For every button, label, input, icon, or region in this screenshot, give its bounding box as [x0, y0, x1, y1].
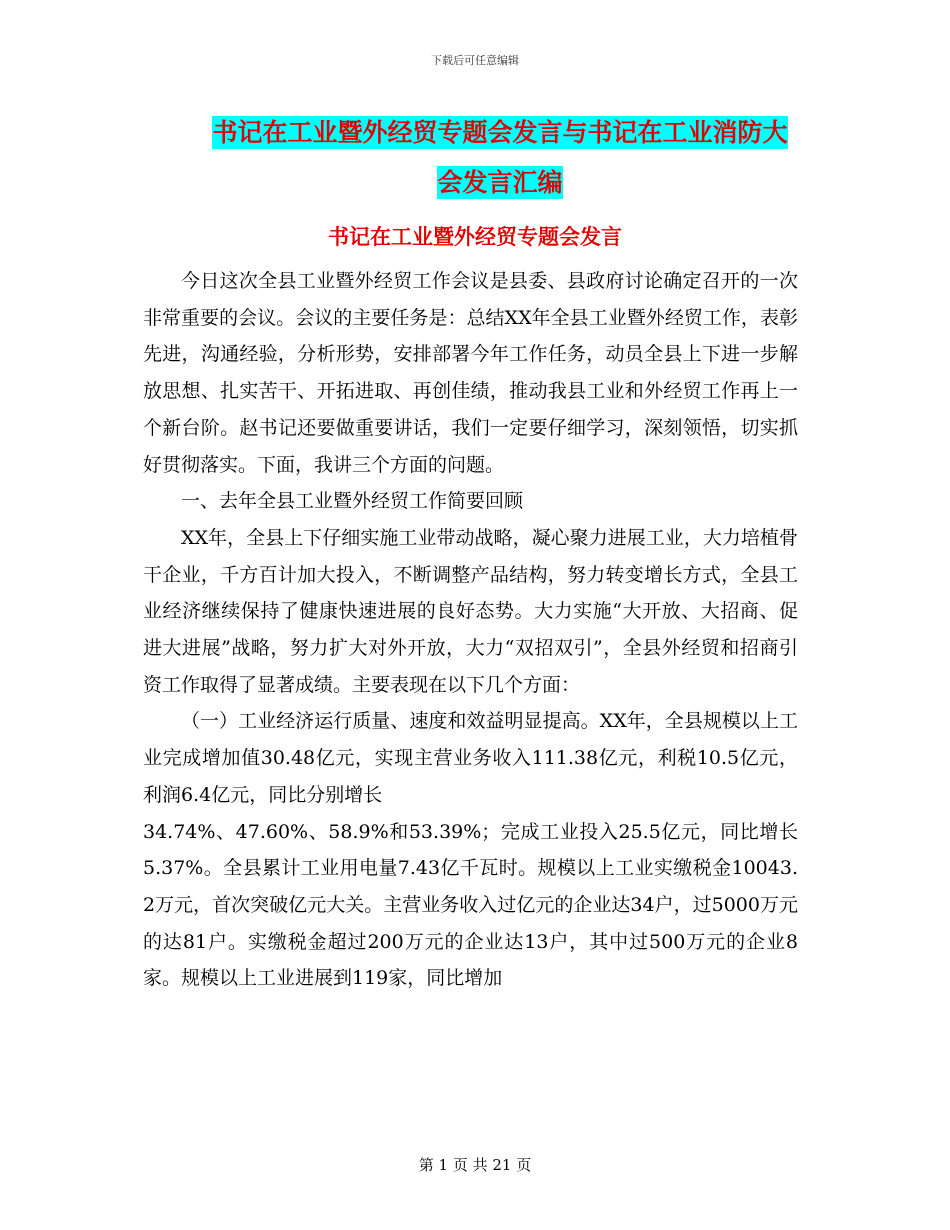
paragraph: XX年，全县上下仔细实施工业带动战略，凝心聚力进展工业，大力培植骨干企业，千方百计加大投入，不断调整产品结构，努力转变增长方式，全县工业经济继续保持了健康快速进展的良好态势。大力实施“大开放、大招商、促进大进展”战略，努力扩大对外开放，大力“双招双引”，全县外经贸和招商引资工作取得了显著成绩。主要表现在以下几个方面： [143, 526, 798, 696]
document-title [140, 108, 860, 208]
paragraph-continued: 34.74%、47.60%、58.9%和53.39%；完成工业投入25.5亿元，同比增长5.37%。全县累计工业用电量7.43亿千瓦时。规模以上工业实缴税金10043.2万元，首次突破亿元大关。主营业务收入过亿元的企业达34户，过5000万元的达81户。实缴税金超过200万元的企业达13户，其中过500万元的企业8家。规模以上工业进展到119家，同比增加 [143, 820, 798, 990]
page-header-note: 下载后可任意编辑 [431, 54, 519, 67]
paragraph: （一）工业经济运行质量、速度和效益明显提高。XX年，全县规模以上工业完成增加值30.48亿元，实现主营业务收入111.38亿元，利税10.5亿元，利润6.4亿元，同比分别增长 [143, 710, 798, 806]
document-body [143, 263, 798, 997]
document-title-line-2: 会发言汇编 [437, 168, 563, 197]
section-heading: 一、去年全县工业暨外经贸工作简要回顾 [181, 490, 524, 513]
section-title: 书记在工业暨外经贸专题会发言 [328, 225, 622, 249]
document-title-line-1: 书记在工业暨外经贸专题会发言与书记在工业消防大 [212, 118, 788, 147]
paragraph: 今日这次全县工业暨外经贸工作会议是县委、县政府讨论确定召开的一次非常重要的会议。会议的主要任务是：总结XX年全县工业暨外经贸工作，表彰先进，沟通经验，分析形势，安排部署今年工作任务，动员全县上下进一步解放思想、扎实苦干、开拓进取、再创佳绩，推动我县工业和外经贸工作再上一个新台阶。赵书记还要做重要讲话，我们一定要仔细学习，深刻领悟，切实抓好贯彻落实。下面，我讲三个方面的问题。 [143, 270, 798, 476]
page-number: 第 1 页 共 21 页 [418, 1156, 532, 1174]
